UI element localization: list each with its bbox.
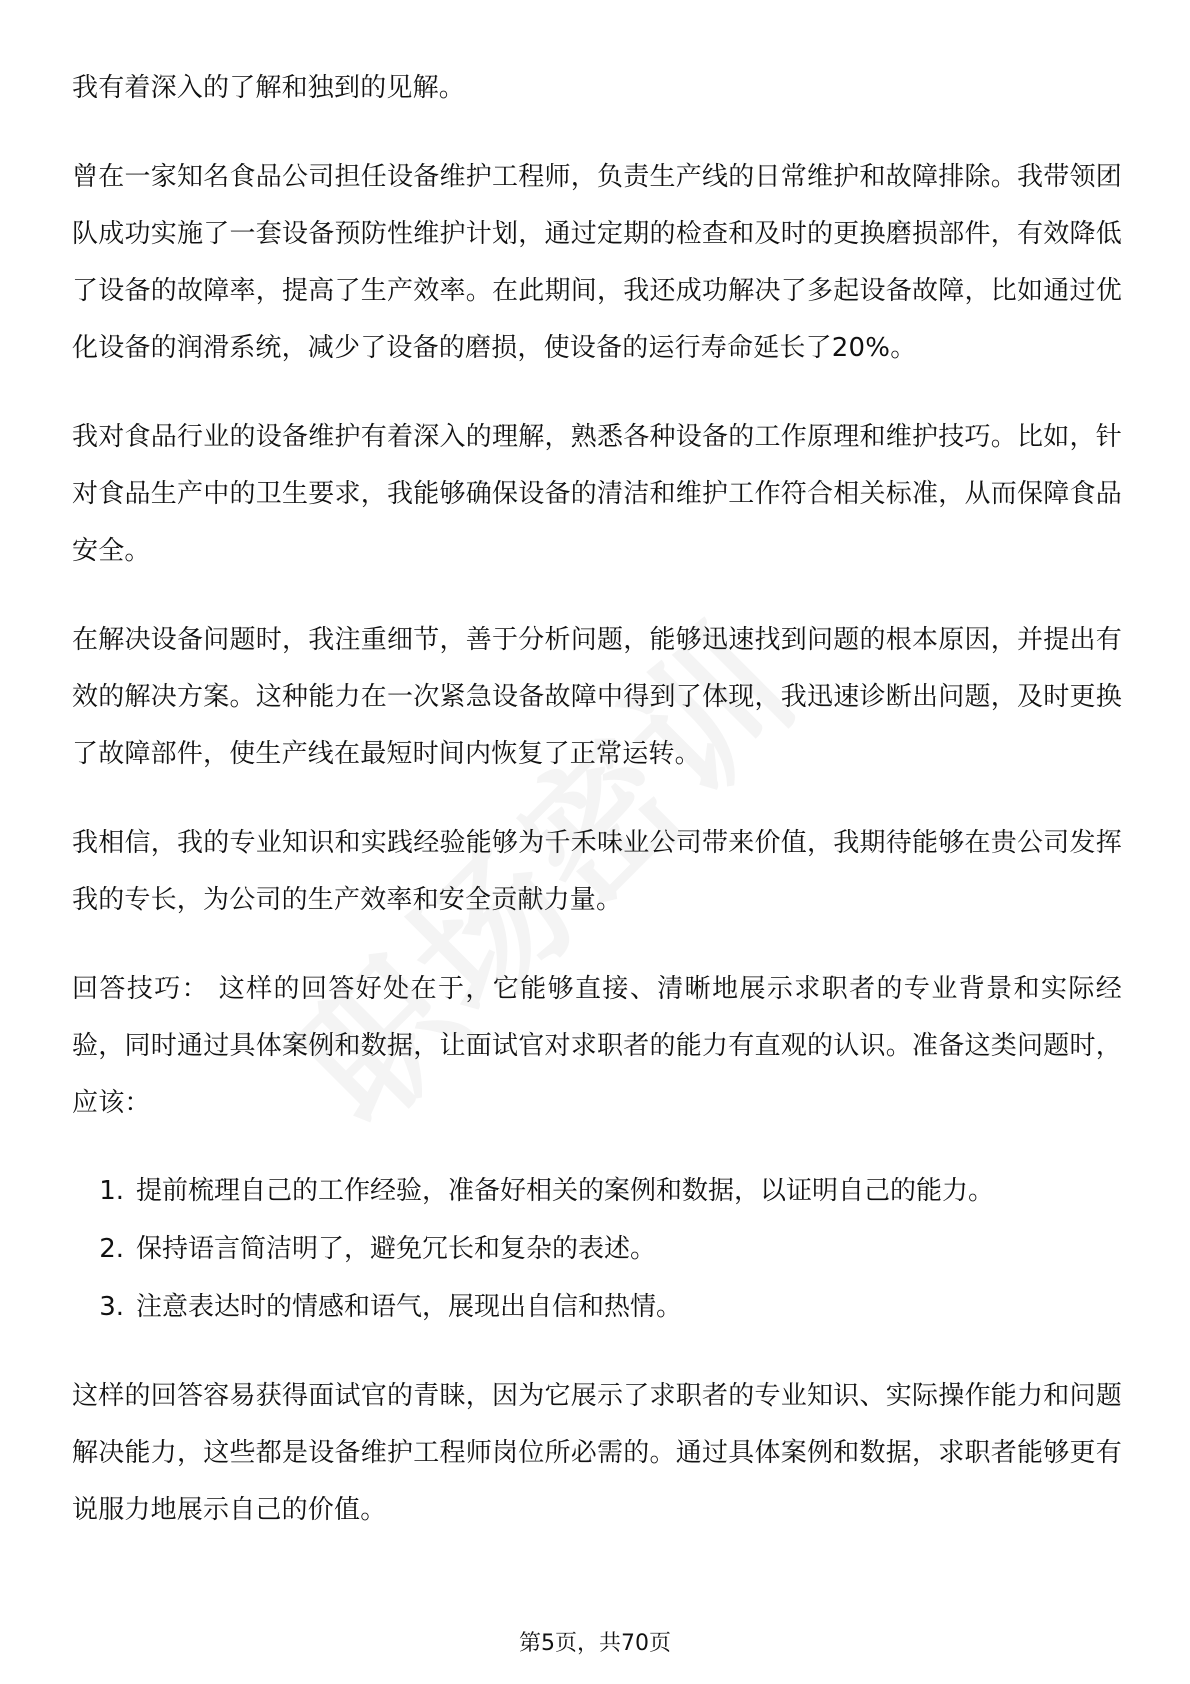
list-item-text: 保持语言简洁明了，避免冗长和复杂的表述。 <box>136 1234 657 1264</box>
paragraph-3: 我对食品行业的设备维护有着深入的理解，熟悉各种设备的工作原理和维护技巧。比如，针对食品生产中的卫生要求，我能够确保设备的清洁和维护工作符合相关标准，从而保障食品安全。 <box>72 422 1122 566</box>
paragraph-5: 我相信，我的专业知识和实践经验能够为千禾味业公司带来价值，我期待能够在贵公司发挥我的专长，为公司的生产效率和安全贡献力量。 <box>72 828 1122 915</box>
tips-list <box>72 1162 1122 1336</box>
paragraph-4: 在解决设备问题时，我注重细节，善于分析问题，能够迅速找到问题的根本原因，并提出有效的解决方案。这种能力在一次紧急设备故障中得到了体现，我迅速诊断出问题，及时更换了故障部件，使生产线在最短时间内恢复了正常运转。 <box>72 625 1122 769</box>
list-item <box>72 1220 1122 1278</box>
list-item-number: 3. <box>99 1292 124 1322</box>
list-item <box>72 1278 1122 1336</box>
paragraph-2: 曾在一家知名食品公司担任设备维护工程师，负责生产线的日常维护和故障排除。我带领团队成功实施了一套设备预防性维护计划，通过定期的检查和及时的更换磨损部件，有效降低了设备的故障率，提高了生产效率。在此期间，我还成功解决了多起设备故障，比如通过优化设备的润滑系统，减少了设备的磨损，使设备的运行寿命延长了20%。 <box>72 162 1122 363</box>
list-item <box>72 1162 1122 1220</box>
list-item-number: 1. <box>99 1176 124 1206</box>
paragraph-1: 我有着深入的了解和独到的见解。 <box>72 73 466 103</box>
list-item-text: 提前梳理自己的工作经验，准备好相关的案例和数据，以证明自己的能力。 <box>136 1176 995 1206</box>
page-content <box>72 60 1122 1571</box>
page-footer: 第5页，共70页 <box>519 1631 671 1656</box>
paragraph-closing: 这样的回答容易获得面试官的青睐，因为它展示了求职者的专业知识、实际操作能力和问题解决能力，这些都是设备维护工程师岗位所必需的。通过具体案例和数据，求职者能够更有说服力地展示自己的价值。 <box>72 1381 1122 1525</box>
list-item-text: 注意表达时的情感和语气，展现出自信和热情。 <box>136 1292 683 1322</box>
list-item-number: 2. <box>99 1234 124 1264</box>
paragraph-answer-tips: 回答技巧： 这样的回答好处在于，它能够直接、清晰地展示求职者的专业背景和实际经验，同时通过具体案例和数据，让面试官对求职者的能力有直观的认识。准备这类问题时，应该： <box>72 974 1122 1118</box>
